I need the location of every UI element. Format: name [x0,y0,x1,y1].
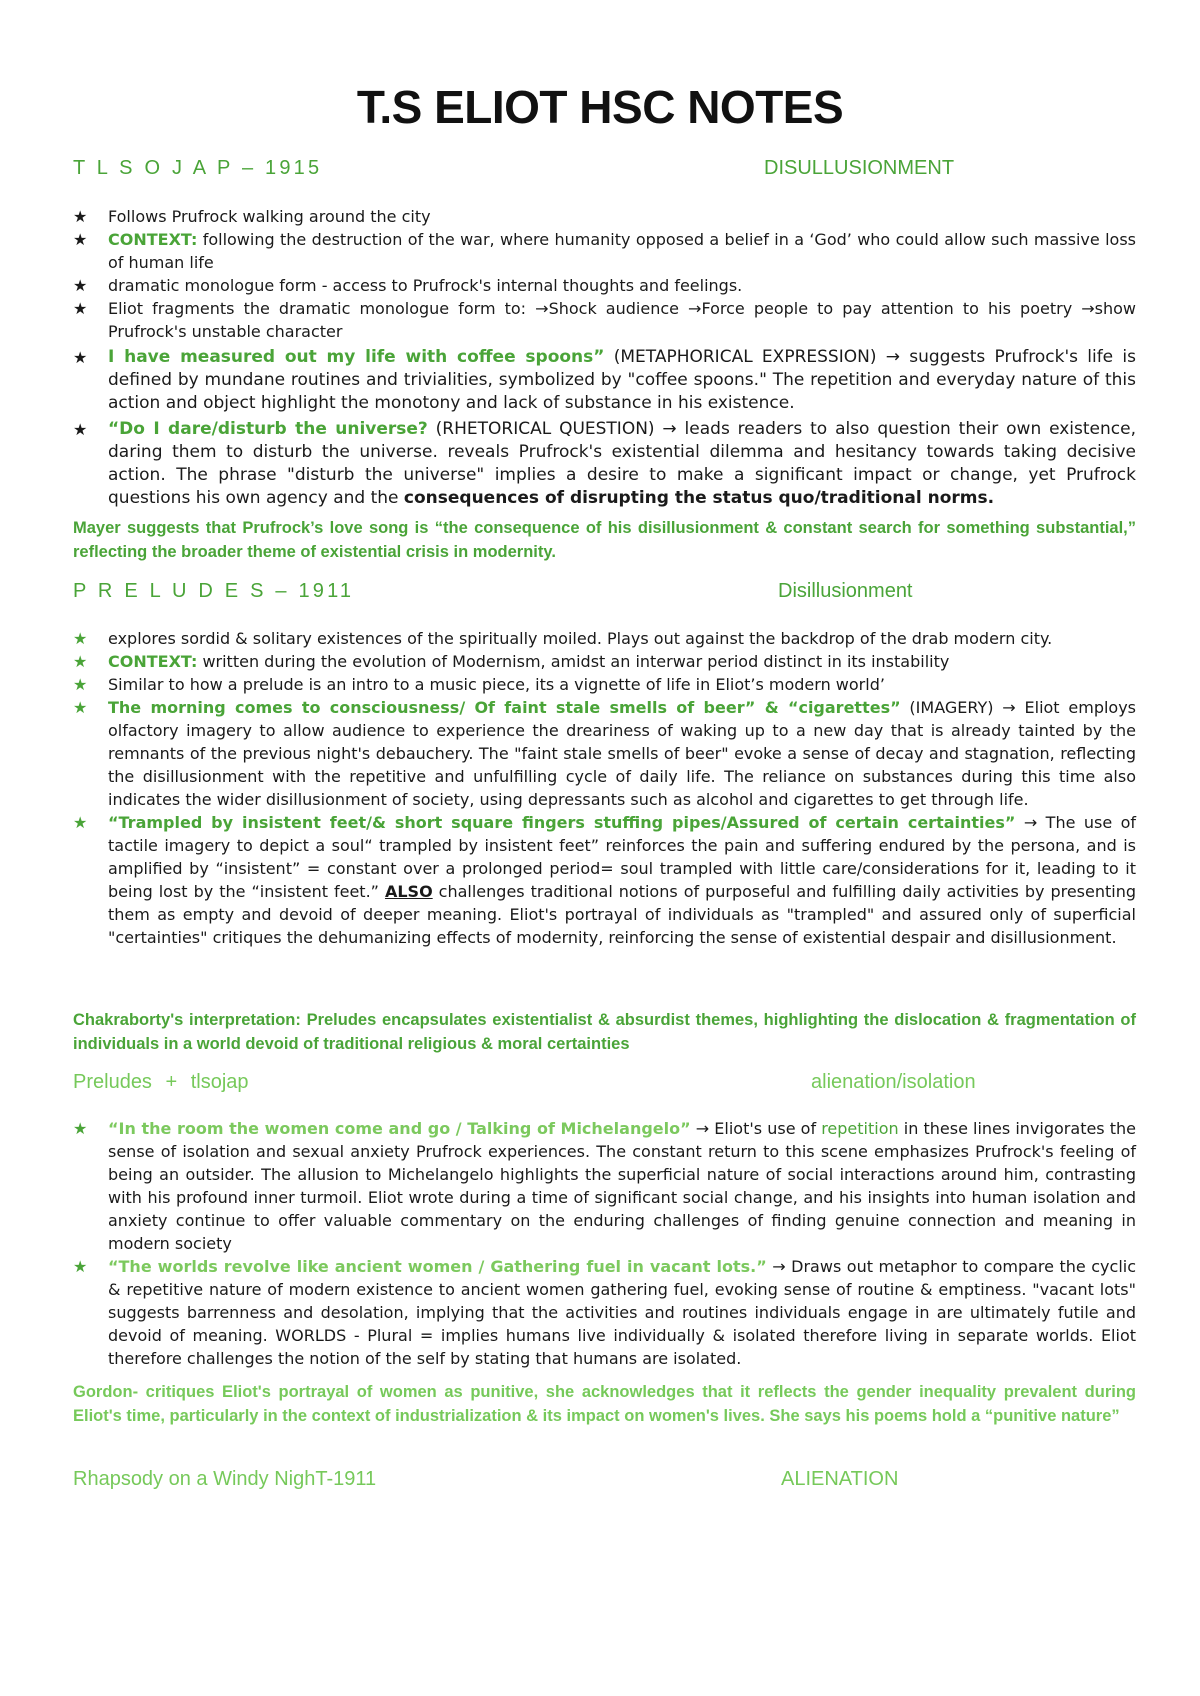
star-bullet-icon: ★ [73,675,88,694]
list-item: ★ Eliot fragments the dramatic monologue form to: →Shock audience →Force people to pay attention to his poetry →show Prufrock's unstable character [73,299,1136,341]
star-bullet-icon: ★ [73,629,88,648]
list-item: ★ I have measured out my life with coffee spoons” (METAPHORICAL EXPRESSION) → suggests Prufrock's life is defined by mundane routines and trivialities, symbolized by "coffee spoons." The repetition and everyday nature of this action and object highlight the monotony and lack of substance in his existence. [73,347,1136,413]
list-item: ★ “The worlds revolve like ancient women / Gathering fuel in vacant lots.” → Draws out metaphor to compare the cyclic & repetitive nature of modern existence to ancient women gathering fuel, evoking sense of routine & emptiness. "vacant lots" suggests barrenness and desolation, implying that the activities and routines individuals engage in are ultimately futile and devoid of meaning. WORLDS - Plural = implies humans live individually & isolated therefore living in separate worlds. Eliot therefore challenges the notion of the self by stating that humans are isolated. [73,1257,1137,1368]
section-title: P R E L U D E S – 1911 [73,580,355,602]
star-bullet-icon: ★ [73,1119,88,1138]
quote-text: I have measured out my life with coffee spoons” [108,347,605,367]
list-item: ★ “Trampled by insistent feet/& short square fingers stuffing pipes/Assured of certain certainties” → The use of tactile imagery to depict a soul“ trampled by insistent feet” reinforces the pain and suffering endured by the persona, and is amplified by “insistent” = constant over a prolonged period= soul trampled with little care/considerations for it, leading to it being lost by the “insistent feet.” ALSO challenges traditional notions of purposeful and fulfilling daily activities by presenting them as empty and devoid of deeper meaning. Eliot's portrayal of individuals as "trampled" and assured only of superficial "certainties" critiques the dehumanizing effects of modernity, reinforcing the sense of existential despair and disillusionment. [73,813,1137,947]
quote-text: “Trampled by insistent feet/& short square fingers stuffing pipes/Assured of certain certainties” [108,813,1016,832]
list-item: ★ CONTEXT: written during the evolution of Modernism, amidst an interwar period distinct in its instability [73,652,950,671]
star-bullet-icon: ★ [73,299,88,318]
list-item: ★ Follows Prufrock walking around the city [73,207,431,226]
critic-note-chakraborty: Chakraborty's interpretation: Preludes encapsulates existentialist & absurdist themes, highlighting the dislocation & fragmentation of individuals in a world devoid of traditional religious & moral certainties [73,1011,1136,1053]
page-title: T.S ELIOT HSC NOTES [356,81,844,133]
section-header-preludes-tlsojap [73,1071,1136,1101]
star-bullet-icon: ★ [73,698,88,717]
star-bullet-icon: ★ [73,652,88,671]
technique-label: (RHETORICAL QUESTION) → [427,419,685,439]
technique-label: → [1015,813,1046,832]
technique-label: (METAPHORICAL EXPRESSION) → [604,347,910,367]
section-theme: Disillusionment [778,580,913,602]
bullet-list-alienation [73,1117,1136,1370]
bullet-list-tlsojap [73,205,1136,510]
bullet-list-preludes [73,627,1136,949]
star-bullet-icon: ★ [73,348,88,367]
section-header-tlsojap [73,157,1136,187]
section-title: T L S O J A P – 1915 [73,157,323,179]
section-theme: alienation/isolation [811,1071,976,1093]
list-item: ★ dramatic monologue form - access to Prufrock's internal thoughts and feelings. [73,276,743,295]
star-bullet-icon: ★ [73,420,88,439]
star-bullet-icon: ★ [73,276,88,295]
critic-note-mayer: Mayer suggests that Prufrock’s love song is “the consequence of his disillusionment & constant search for something substantial,” reflecting the broader theme of existential crisis in modernity. [73,519,1136,561]
quote-text: “Do I dare/disturb the universe? [108,419,428,439]
list-item: ★ “In the room the women come and go / Talking of Michelangelo” → Eliot's use of repetition in these lines invigorates the sense of isolation and sexual anxiety Prufrock experiences. The constant return to this scene emphasizes Prufrock's feeling of being an outsider. The allusion to Michelangelo highlights the superficial nature of social interactions around him, contrasting with his profound inner turmoil. Eliot wrote during a time of significant social change, and his insights into human isolation and anxiety continue to offer valuable commentary on the enduring challenges of finding genuine connection and meaning in modern society [73,1119,1137,1253]
list-item: ★ explores sordid & solitary existences of the spiritually moiled. Plays out against the backdrop of the drab modern city. [73,629,1053,648]
star-bullet-icon: ★ [73,207,88,226]
star-bullet-icon: ★ [73,1257,88,1276]
quote-text: “In the room the women come and go / Talking of Michelangelo” [108,1119,691,1138]
section-title: Rhapsody on a Windy NighT-1911 [73,1468,377,1490]
section-title: Preludes + tlsojap [73,1071,249,1093]
critic-note-gordon: Gordon- critiques Eliot's portrayal of women as punitive, she acknowledges that it reflects the gender inequality prevalent during Eliot's time, particularly in the context of industrialization & its impact on women's lives. She says his poems hold a “punitive nature” [73,1383,1136,1425]
technique-label: → [690,1119,715,1138]
section-header-preludes [73,580,1136,610]
section-header-rhapsody [73,1468,1136,1498]
technique-label: (IMAGERY) → [900,698,1025,717]
quote-text: The morning comes to consciousness/ Of faint stale smells of beer” & “cigarettes” [108,698,901,717]
list-item: ★ The morning comes to consciousness/ Of faint stale smells of beer” & “cigarettes” (IMAGERY) → Eliot employs olfactory imagery to allow audience to experience the dreariness of waking up to a new day that is already tainted by the remnants of the previous night's debauchery. The "faint stale smells of beer" evoke a sense of decay and stagnation, reflecting the disillusionment with the repetitive and unfulfilling cycle of daily life. The reliance on substances during this time also indicates the wider disillusionment of society, using depressants such as alcohol and cigarettes to get through life. [73,698,1137,809]
list-item: ★ Similar to how a prelude is an intro to a music piece, its a vignette of life in Eliot’s modern world’ [73,675,885,694]
section-theme: DISULLUSIONMENT [764,157,955,179]
list-item: ★ CONTEXT: following the destruction of the war, where humanity opposed a belief in a ‘God’ who could allow such massive loss of human life [73,230,1136,272]
quote-text: “The worlds revolve like ancient women / Gathering fuel in vacant lots.” [108,1257,767,1276]
section-theme: ALIENATION [781,1468,899,1490]
star-bullet-icon: ★ [73,230,88,249]
star-bullet-icon: ★ [73,813,88,832]
list-item: ★ “Do I dare/disturb the universe? (RHETORICAL QUESTION) → leads readers to also question their own existence, daring them to disturb the universe. reveals Prufrock's existential dilemma and hesitancy towards taking decisive action. The phrase "disturb the universe" implies a desire to make a significant impact or change, yet Prufrock questions his own agency and the consequences of disrupting the status quo/traditional norms. [73,419,1136,508]
technique-label: → [766,1257,792,1276]
